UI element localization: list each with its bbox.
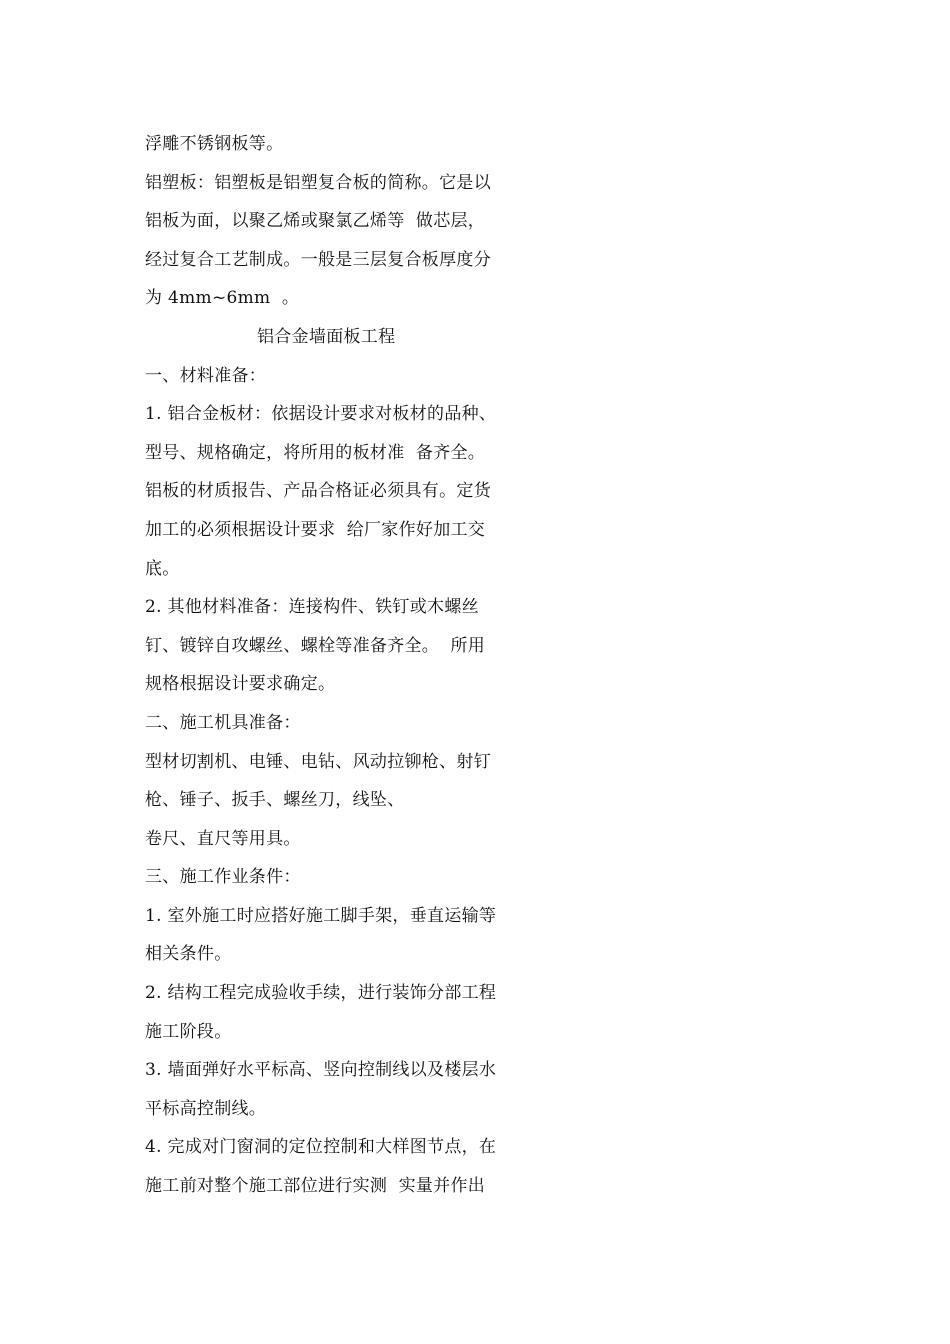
text-line: 施工阶段。 [145, 1021, 232, 1042]
text-line: 平标高控制线。 [145, 1098, 267, 1119]
text-line: 铝板为面，以聚乙烯或聚氯乙烯等 做芯层， [145, 211, 486, 232]
text-line: 铝板的材质报告、产品合格证必须具有。定货 [145, 481, 491, 502]
heading-conditions: 三、施工作业条件： [145, 867, 301, 888]
text-line: 3. 墙面弹好水平标高、竖向控制线以及楼层水 [145, 1060, 497, 1081]
text-line: 型材切割机、电锤、电钻、风动拉铆枪、射钉 [145, 751, 491, 772]
text-line: 2. 结构工程完成验收手续，进行装饰分部工程 [145, 983, 497, 1004]
text-line: 规格根据设计要求确定。 [145, 674, 336, 695]
text-line: 施工前对整个施工部位进行实测 实量并作出 [145, 1176, 486, 1197]
text-line: 铝塑板：铝塑板是铝塑复合板的简称。它是以 [145, 172, 491, 193]
text-line: 1. 室外施工时应搭好施工脚手架，垂直运输等 [145, 905, 497, 926]
text-line: 底。 [145, 558, 180, 579]
text-line: 2. 其他材料准备：连接构件、铁钉或木螺丝 [145, 597, 479, 618]
text-line: 型号、规格确定，将所用的板材准 备齐全。 [145, 442, 486, 463]
section-title: 铝合金墙面板工程 [257, 326, 396, 347]
text-line: 1. 铝合金板材：依据设计要求对板材的品种、 [145, 404, 497, 425]
heading-tools: 二、施工机具准备： [145, 712, 301, 733]
text-line: 为 4mm~6mm 。 [145, 288, 300, 309]
text-line: 加工的必须根据设计要求 给厂家作好加工交 [145, 519, 486, 540]
body-text [145, 125, 525, 1206]
text-line: 钉、镀锌自攻螺丝、螺栓等准备齐全。 所用 [145, 635, 486, 656]
text-line: 枪、锤子、扳手、螺丝刀，线坠、 [145, 790, 405, 811]
text-line: 相关条件。 [145, 944, 232, 965]
text-line: 卷尺、直尺等用具。 [145, 828, 301, 849]
text-line: 4. 完成对门窗洞的定位控制和大样图节点，在 [145, 1137, 497, 1158]
text-line: 经过复合工艺制成。一般是三层复合板厚度分 [145, 249, 491, 270]
text-line: 浮雕不锈钢板等。 [145, 134, 284, 154]
heading-materials: 一、材料准备： [145, 365, 267, 386]
